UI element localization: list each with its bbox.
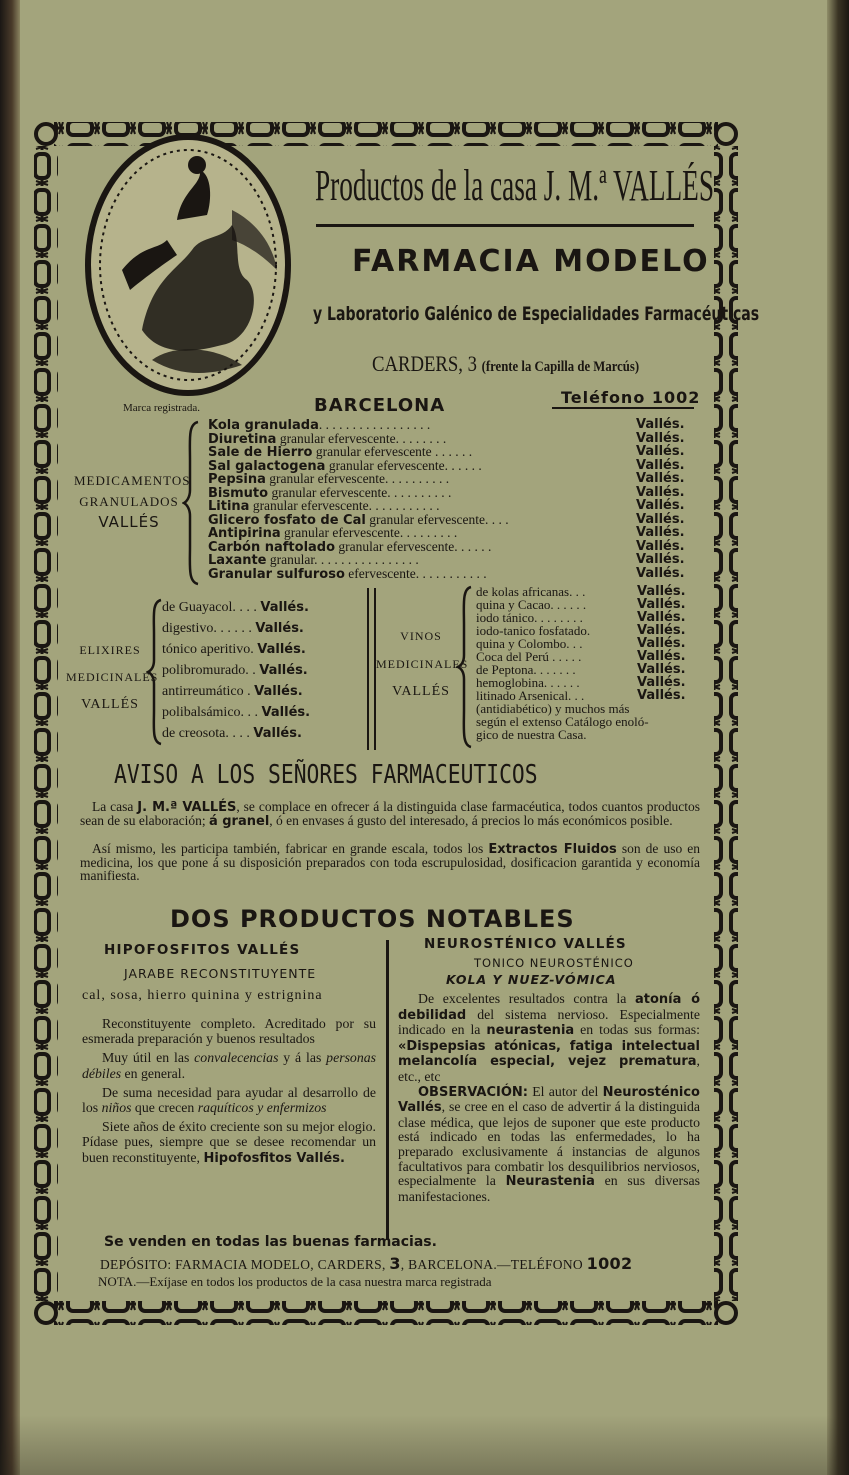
medicamento-row: Pepsina granular efervescente. . . . . . . . . .: [208, 472, 450, 486]
right-product-text: [398, 992, 700, 1204]
elixir-row: de creosota. . . . Vallés.: [162, 726, 302, 741]
header-rule: [316, 224, 694, 227]
vinos-brands: [637, 585, 699, 705]
brand-label: Vallés.: [636, 552, 685, 567]
medicamento-row: Sal galactogena granular efervescente. . . . . .: [208, 458, 482, 473]
note-line: NOTA.—Exíjase en todos los productos de la casa nuestra marca registrada: [98, 1274, 492, 1289]
medicamento-row: Diuretina granular efervescente. . . . . . . .: [208, 431, 447, 446]
dos-productos-title: DOS PRODUCTOS NOTABLES: [170, 905, 575, 933]
elixires-caption-line-2: MEDICINALES: [66, 670, 159, 684]
medicamentos-caption: [74, 470, 191, 533]
brand-label: Vallés.: [636, 498, 685, 513]
elixires-list: [162, 600, 362, 745]
brand-label: Vallés.: [636, 417, 685, 432]
vino-row: quina y Colombo. . .: [476, 636, 583, 651]
elixires-caption-line-1: ELIXIRES: [79, 643, 141, 657]
elixires-caption-line-3: VALLÉS: [81, 697, 139, 712]
phone: Teléfono 1002: [561, 388, 701, 407]
brand-label: Vallés.: [637, 623, 686, 638]
brand-label: Vallés.: [636, 430, 685, 446]
medicamento-row: Granular sulfuroso efervescente. . . . . . . . . . .: [208, 566, 487, 581]
brand-label: Vallés.: [637, 688, 686, 703]
city: BARCELONA: [314, 395, 446, 416]
elixir-row: polibalsámico. . . Vallés.: [162, 705, 311, 720]
vino-row: quina y Cacao. . . . . .: [476, 597, 587, 612]
bottom-shade: [0, 1415, 849, 1475]
medicamento-row: Litina granular efervescente. . . . . . . . . . .: [208, 499, 440, 513]
left-product-subheading: JARABE RECONSTITUYENTE: [124, 966, 317, 981]
address: CARDERS, 3: [372, 351, 477, 376]
right-product-heading: NEUROSTÉNICO VALLÉS: [424, 936, 627, 952]
right-product-subheading: TONICO NEUROSTÉNICO: [474, 956, 634, 970]
left-paragraph-4: Siete años de éxito creciente son su mejor elogio. Pídase pues, siempre que se desee recomendar un buen reconstituyente, Hipofosfitos Vallés.: [82, 1119, 376, 1166]
header-title: Productos de la casa J. M.ª VALLÉS: [315, 161, 715, 210]
medicamentos-caption-line-3: VALLÉS: [98, 513, 160, 531]
section-divider-double: [367, 588, 376, 750]
column-divider: [386, 940, 389, 1240]
elixir-row: antirreumático . Vallés.: [162, 684, 303, 699]
page-edge-shadow: [827, 0, 849, 1475]
medicamento-row: Antipirina granular efervescente. . . . . . . . .: [208, 526, 458, 540]
brand-label: Vallés.: [636, 444, 685, 459]
elixires-caption: [66, 637, 159, 718]
medicamento-row: Sale de Hierro granular efervescente . . . . . .: [208, 445, 473, 459]
brand-label: Vallés.: [637, 636, 686, 651]
pharmacy-name: FARMACIA MODELO: [352, 244, 710, 279]
brand-label: Vallés.: [636, 525, 685, 540]
elixir-row: polibromurado. . Vallés.: [162, 663, 308, 678]
right-paragraph-1: De excelentes resultados contra la atonía ó debilidad del sistema nervioso. Especialmente indicado en la neurastenia en todas sus formas: «Dispepsias atónicas, fatiga intelectual melancolía especial, vejez prematura, etc., etc: [398, 991, 701, 1084]
brand-label: Vallés.: [636, 457, 685, 473]
vinos-caption-line-2: MEDICINALES: [376, 657, 469, 671]
vinos-caption: [376, 622, 469, 706]
elixir-row: tónico aperitivo. Vallés.: [162, 642, 306, 657]
vino-row: iodo-tanico fosfatado.: [476, 623, 591, 638]
medicamentos-caption-line-1: MEDICAMENTOS: [74, 473, 191, 488]
brand-label: Vallés.: [636, 484, 685, 500]
phone-underline: [552, 407, 694, 409]
brand-label: Vallés.: [636, 511, 685, 527]
vinos-caption-line-1: VINOS: [400, 629, 442, 643]
laboratory-line: y Laboratorio Galénico de Especialidades Farmacéuticas: [313, 303, 760, 325]
vinos-brace: [456, 585, 474, 749]
trademark-caption: Marca registrada.: [123, 402, 200, 414]
medicamentos-caption-line-2: GRANULADOS: [79, 494, 179, 509]
medicamento-row: Laxante granular. . . . . . . . . . . . . . . .: [208, 553, 419, 567]
medicamento-row: Kola granulada. . . . . . . . . . . . . . . . .: [208, 418, 431, 432]
vino-row: gico de nuestra Casa.: [476, 727, 587, 742]
vino-row: según el extenso Catálogo enoló-: [476, 714, 649, 729]
brand-label: Vallés.: [637, 597, 686, 612]
book-spine-shadow: [0, 0, 20, 1475]
vino-row: hemoglobina. . . . . .: [476, 675, 580, 690]
brand-label: Vallés.: [637, 675, 686, 690]
deposit-line: DEPÓSITO: FARMACIA MODELO, CARDERS, 3, BARCELONA.—TELÉFONO 1002: [100, 1254, 633, 1273]
vino-row: (antidiabético) y muchos más: [476, 701, 630, 716]
trademark-medallion: [82, 130, 294, 405]
vino-row: iodo tánico. . . . . . . .: [476, 610, 583, 625]
left-paragraph-1: Reconstituyente completo. Acreditado por su esmerada preparación y buenos resultados: [82, 1016, 376, 1047]
left-product-heading: HIPOFOSFITOS VALLÉS: [104, 942, 301, 958]
left-product-composition: cal, sosa, hierro quinina y estrignina: [82, 988, 323, 1003]
brand-label: Vallés.: [636, 565, 685, 581]
right-product-subheading-2: KOLA Y NUEZ-VÓMICA: [446, 972, 617, 987]
address-note: (frente la Capilla de Marcús): [481, 359, 640, 375]
left-product-text: [82, 1016, 376, 1166]
right-paragraph-2: OBSERVACIÓN: El autor del Neurosténico Vallés, se cree en el caso de advertir á la distinguida clase médica, que lejos de suponer que este producto está indicado en todas las enfermedades, lo ha preparado exclusivamente á instancias de algunos facultativos para combatir los desquilibrios nerviosos, especialmente la Neurastenia en sus diversas manifestaciones.: [398, 1083, 701, 1204]
medicamento-row: Carbón naftolado granular efervescente. . . . . .: [208, 539, 492, 554]
vino-row: de kolas africanas. . .: [476, 584, 586, 599]
medicamentos-brands: [636, 418, 698, 588]
elixir-row: de Guayacol. . . . Vallés.: [162, 600, 309, 615]
vino-row: Coca del Perú . . . . .: [476, 649, 582, 664]
brand-label: Vallés.: [637, 584, 686, 599]
medicamentos-list: [208, 418, 708, 588]
brand-label: Vallés.: [637, 649, 686, 664]
medicamento-row: Bismuto granular efervescente. . . . . . . . . .: [208, 485, 452, 500]
aviso-title: AVISO A LOS SEÑORES FARMACEUTICOS: [114, 760, 538, 790]
brand-label: Vallés.: [636, 538, 685, 554]
aviso-paragraph-2: Así mismo, les participa también, fabricar en grande escala, todos los Extractos Fluidos son de uso en medicina, los que pone á su disposición preparados con toda escrupulosidad, dosificacion garantida y economía manifiesta.: [80, 841, 700, 884]
address-line: [372, 351, 639, 377]
aviso-paragraph-1: La casa J. M.ª VALLÉS, se complace en ofrecer á la distinguida clase farmacéutica, todos cuantos productos sean de su elaboración; á granel, ó en envases á gusto del interesado, á precios lo más económicos posible.: [80, 799, 700, 830]
elixir-row: digestivo. . . . . . Vallés.: [162, 621, 304, 636]
vino-row: litinado Arsenical. . .: [476, 688, 585, 703]
sold-line: Se venden en todas las buenas farmacias.: [104, 1234, 437, 1250]
left-paragraph-2: Muy útil en las convalecencias y á las personas débiles en general.: [82, 1050, 376, 1081]
medicamentos-brace: [182, 420, 202, 586]
vinos-caption-line-3: VALLÉS: [392, 684, 450, 699]
brand-label: Vallés.: [637, 610, 686, 625]
medicamento-row: Glicero fosfato de Cal granular efervescente. . . .: [208, 512, 509, 527]
vino-row: de Peptona. . . . . . .: [476, 662, 576, 677]
brand-label: Vallés.: [636, 471, 685, 486]
brand-label: Vallés.: [637, 662, 686, 677]
left-paragraph-3: De suma necesidad para ayudar al desarrollo de los niños que crecen raquíticos y enfermizos: [82, 1084, 376, 1116]
